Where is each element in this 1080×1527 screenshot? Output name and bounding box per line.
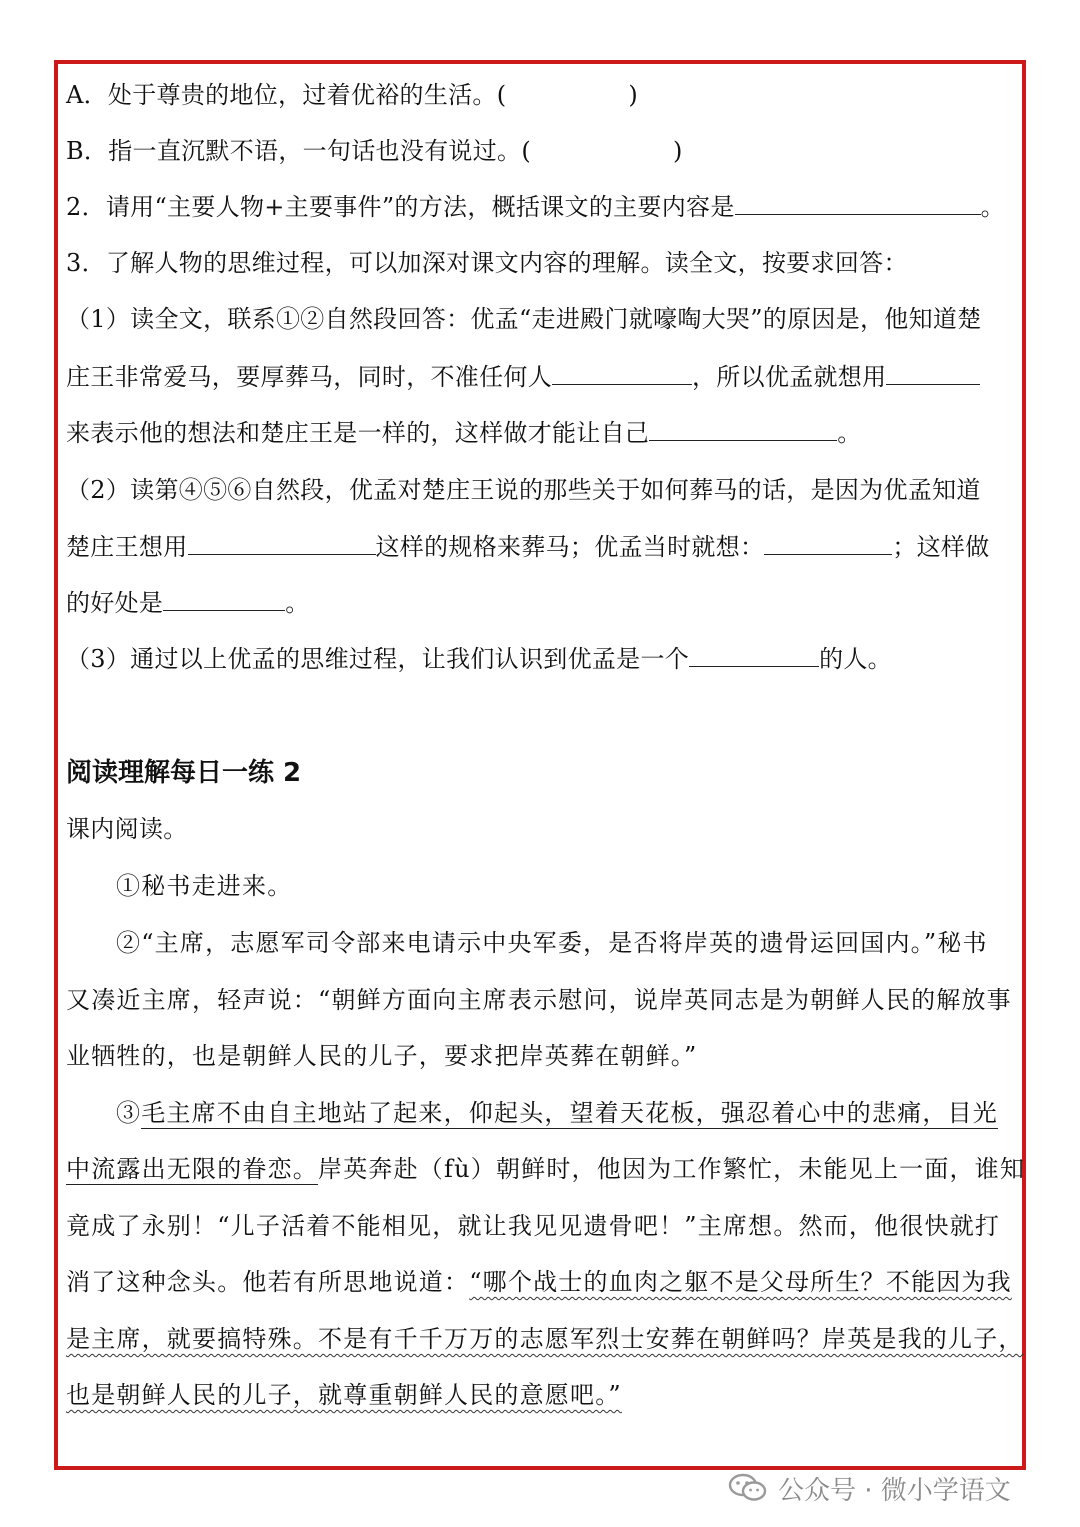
wavy-underlined-quote: 是主席，就要搞特殊。不是有千千万万的志愿军烈士安葬在朝鲜吗？岸英是我的儿子， (66, 1325, 1024, 1353)
question-2-text: 2．请用“主要人物+主要事件”的方法，概括课文的主要内容是 (66, 193, 735, 221)
passage-paragraph-3-line1 (116, 1096, 998, 1130)
underlined-sentence: 中流露出无限的眷恋。 (66, 1155, 318, 1183)
passage-paragraph-3-line3: 竟成了永别！“儿子活着不能相见，就让我见见遗骨吧！”主席想。然而，他很快就打 (66, 1212, 1001, 1240)
question-3-1-text-c: 来表示他的想法和楚庄王是一样的，这样做才能让自己 (66, 419, 650, 447)
passage-paragraph-2-line2: 又凑近主席，轻声说：“朝鲜方面向主席表示慰问，说岸英同志是为朝鲜人民的解放事 (66, 986, 1012, 1014)
underlined-sentence: 毛主席不由自主地站了起来，仰起头，望着天花板，强忍着心中的悲痛，目光 (141, 1099, 999, 1127)
question-3-2-line2 (66, 530, 990, 564)
wavy-underlined-quote: “哪个战士的血肉之躯不是父母所生？不能因为我 (469, 1268, 1012, 1296)
question-3-2-text-c: ；这样做 (892, 533, 990, 561)
passage-paragraph-1: ①秘书走进来。 (116, 872, 293, 900)
answer-blank[interactable] (886, 362, 980, 385)
wechat-icon (728, 1473, 768, 1503)
passage-paragraph-3-line2 (66, 1152, 1025, 1186)
question-3-2-end: 。 (285, 589, 310, 617)
question-3-1-line1: （1）读全文，联系①②自然段回答：优孟“走进殿门就嚎啕大哭”的原因是，他知道楚 (66, 305, 982, 333)
question-3-1-end: 。 (837, 419, 862, 447)
question-2 (66, 190, 1005, 224)
answer-blank[interactable] (689, 644, 819, 667)
question-3-2-line3 (66, 586, 310, 620)
question-3-2-text-a: 楚庄王想用 (66, 533, 188, 561)
question-3-1-text-a: 庄王非常爱马，要厚葬马，同时，不准任何人 (66, 363, 552, 391)
option-a-text: A．处于尊贵的地位，过着优裕的生活。( (66, 81, 507, 109)
watermark-text: 公众号 · 微小学语文 (778, 1475, 1011, 1506)
option-b-close: ) (673, 137, 683, 165)
question-3-1-text-b: ，所以优孟就想用 (692, 363, 887, 391)
option-b-text: B．指一直沉默不语，一句话也没有说过。( (66, 137, 531, 165)
option-a (66, 78, 638, 112)
question-2-end: 。 (980, 193, 1005, 221)
question-3-2-line1: （2）读第④⑤⑥自然段，优孟对楚庄王说的那些关于如何葬马的话，是因为优孟知道 (66, 476, 981, 504)
question-3-intro: 3．了解人物的思维过程，可以加深对课文内容的理解。读全文，按要求回答： (66, 249, 908, 277)
passage-paragraph-3-line5 (66, 1322, 1024, 1356)
option-a-close: ) (628, 81, 639, 109)
passage-paragraph-3-line4 (66, 1265, 1012, 1299)
section-subtitle: 课内阅读。 (66, 815, 188, 843)
question-3-2-text-d: 的好处是 (66, 589, 164, 617)
passage-text: 岸英奔赴（fù）朝鲜时，他因为工作繁忙，未能见上一面，谁知 (318, 1155, 1026, 1183)
watermark (728, 1468, 1011, 1508)
question-3-1-line3 (66, 416, 862, 450)
question-3-3-text-a: （3）通过以上优孟的思维过程，让我们认识到优孟是一个 (66, 645, 690, 673)
question-3-3-text-b: 的人。 (819, 645, 892, 673)
answer-blank[interactable] (649, 418, 837, 441)
wavy-underlined-quote: 也是朝鲜人民的儿子，就尊重朝鲜人民的意愿吧。” (66, 1381, 622, 1409)
answer-blank[interactable] (735, 192, 981, 215)
passage-text: 消了这种念头。他若有所思地说道： (66, 1268, 470, 1296)
answer-blank[interactable] (163, 588, 285, 611)
question-3-2-text-b: 这样的规格来葬马；优孟当时就想： (375, 533, 765, 561)
answer-blank[interactable] (552, 362, 692, 385)
paragraph-number: ③ (116, 1099, 142, 1127)
option-b (66, 134, 683, 168)
question-3-1-line2 (66, 360, 980, 394)
passage-paragraph-2-line3: 业牺牲的，也是朝鲜人民的儿子，要求把岸英葬在朝鲜。” (66, 1042, 698, 1070)
section-heading: 阅读理解每日一练 2 (66, 758, 302, 788)
passage-paragraph-3-line6 (66, 1378, 622, 1412)
answer-blank[interactable] (764, 532, 892, 555)
answer-blank[interactable] (188, 532, 376, 555)
question-3-3 (66, 642, 892, 676)
passage-paragraph-2-line1: ②“主席，志愿军司令部来电请示中央军委，是否将岸英的遗骨运回国内。”秘书 (116, 929, 988, 957)
